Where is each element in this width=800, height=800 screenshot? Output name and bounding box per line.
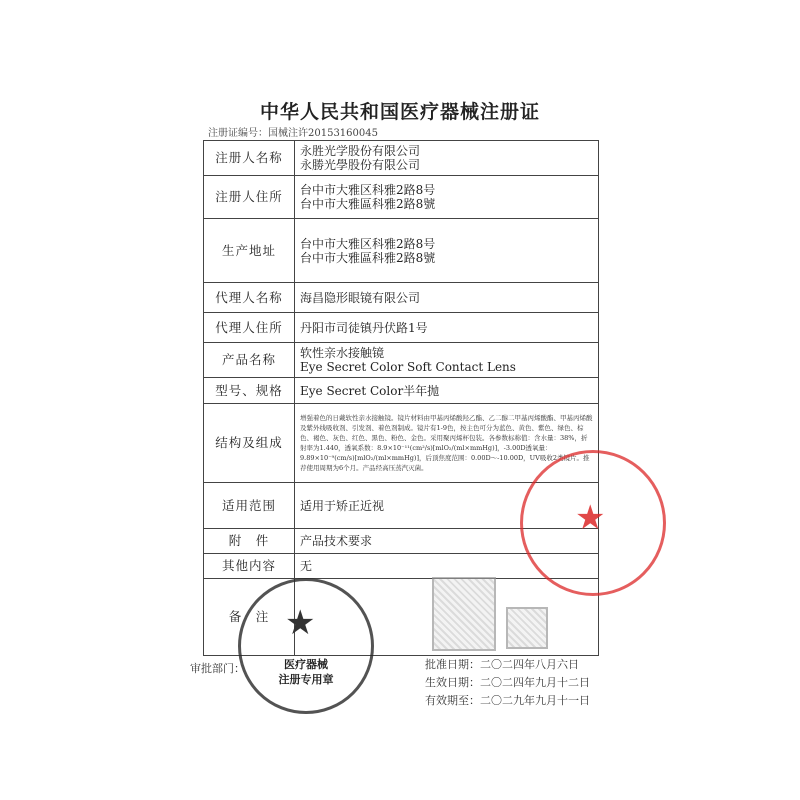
star-icon: ★ xyxy=(285,603,316,643)
value-line: Eye Secret Color半年抛 xyxy=(300,383,440,398)
row-label: 备 注 xyxy=(204,579,295,656)
registration-number: 注册证编号：国械注许20153160045 xyxy=(208,128,378,139)
value-line: 台中市大雅区科雅2路8号 xyxy=(300,236,436,251)
registration-table xyxy=(203,140,599,656)
dates xyxy=(425,656,590,710)
effective-date: 生效日期：二〇二四年九月十二日 xyxy=(425,676,590,689)
row-value xyxy=(295,141,599,176)
value-line: 增强着色的日戴软性亲水接触镜。镜片材料由甲基丙烯酸羟乙酯、乙二醇二甲基丙烯酸酯、甲基丙烯酸及紫外线吸收剂、引发剂、着色剂制成。镜片有1-9色，按主色可分为蓝色、黄色、紫色、绿色、棕色、褐色、灰色、红色、黑色、粉色、金色。采用聚丙烯杯包装。各参数标称值：含水量：38%，折射率为1.440，透氧系数：8.9×10⁻¹¹(cm²/s)[mlO₂/(ml×mmHg)]，-3.00D透氧量：9.89×10⁻⁹(cm/s)[mlO₂/(ml×mmHg)]，后顶焦度范围：0.00D～-10.00D，UV吸收2类镜片。推荐使用周期为6个月。产品经高压蒸汽灭菌。 xyxy=(300,414,593,472)
table-row xyxy=(204,313,599,343)
table-row xyxy=(204,343,599,378)
row-label: 注册人住所 xyxy=(204,176,295,219)
value-line: 台中市大雅區科雅2路8號 xyxy=(300,197,436,211)
government-stamp: ★ 医疗器械 注册专用章 xyxy=(238,578,374,714)
table-row xyxy=(204,141,599,176)
valid-until: 有效期至：二〇二九年九月十一日 xyxy=(425,694,590,707)
value-line: 软性亲水接触镜 xyxy=(300,346,385,360)
row-label: 代理人名称 xyxy=(204,283,295,313)
row-label: 产品名称 xyxy=(204,343,295,378)
value-line: 永胜光学股份有限公司 xyxy=(300,144,421,158)
table-row xyxy=(204,176,599,219)
value-line: 永勝光學股份有限公司 xyxy=(300,158,421,172)
row-label: 注册人名称 xyxy=(204,141,295,176)
value-line: 丹阳市司徒镇丹伏路1号 xyxy=(300,320,428,335)
document-title: 中华人民共和国医疗器械注册证 xyxy=(259,101,540,123)
table-row xyxy=(204,283,599,313)
row-value xyxy=(295,176,599,219)
row-value xyxy=(295,343,599,378)
value-line: 海昌隐形眼镜有限公司 xyxy=(300,290,421,305)
value-line: 适用于矫正近视 xyxy=(300,498,385,513)
row-label: 结构及组成 xyxy=(204,404,295,483)
table-row xyxy=(204,404,599,483)
value-line: Eye Secret Color Soft Contact Lens xyxy=(300,360,516,374)
value-line: 台中市大雅區科雅2路8號 xyxy=(300,250,436,265)
table-row xyxy=(204,219,599,283)
value-line: 无 xyxy=(300,559,313,573)
approval-department: 审批部门： xyxy=(190,662,245,675)
star-icon: ★ xyxy=(575,498,606,538)
red-company-stamp xyxy=(520,450,666,596)
value-line: 产品技术要求 xyxy=(300,534,373,548)
seal-mark-small xyxy=(506,607,548,649)
row-label: 其他内容 xyxy=(204,554,295,579)
row-label: 生产地址 xyxy=(204,219,295,283)
row-label: 代理人住所 xyxy=(204,313,295,343)
row-value xyxy=(295,378,599,404)
value-line: 台中市大雅区科雅2路8号 xyxy=(300,183,436,197)
seal-mark xyxy=(432,577,496,651)
approval-date: 批准日期：二〇二四年八月六日 xyxy=(425,658,579,671)
row-label: 附 件 xyxy=(204,529,295,554)
row-value xyxy=(295,313,599,343)
row-value xyxy=(295,219,599,283)
row-label: 适用范围 xyxy=(204,483,295,529)
table-row xyxy=(204,378,599,404)
row-label: 型号、规格 xyxy=(204,378,295,404)
row-value xyxy=(295,283,599,313)
